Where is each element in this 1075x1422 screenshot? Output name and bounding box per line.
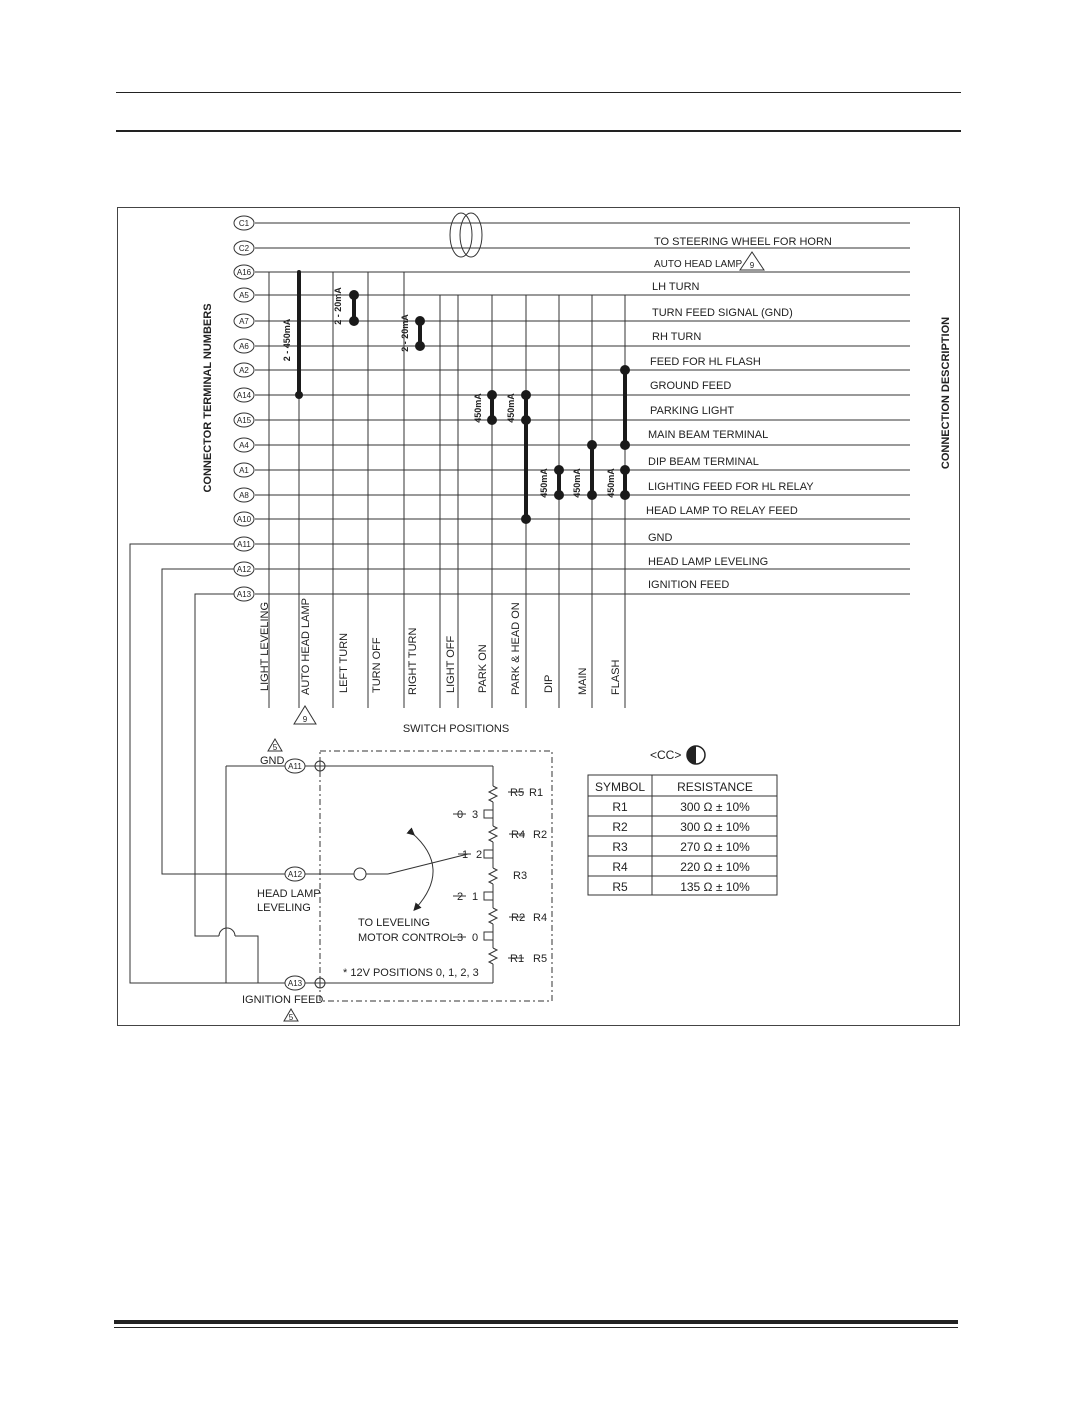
terminal-a4 — [234, 438, 254, 452]
leveling-terminal-a11 — [285, 759, 305, 773]
switch-position-label: LIGHT LEVELING — [259, 601, 271, 691]
terminal-a10 — [234, 512, 254, 526]
position-number: 0 — [472, 932, 479, 944]
table-cell: R2 — [612, 820, 628, 834]
terminal-label: A16 — [236, 268, 252, 277]
current-label: 2 - 20mA — [400, 314, 410, 352]
twisted-pair-symbol — [450, 213, 482, 257]
table-cell: R3 — [612, 840, 628, 854]
table-cell: 220 Ω ± 10% — [680, 860, 750, 874]
switch-position-label: DIP — [543, 674, 555, 693]
struck-position-number: 2 — [457, 891, 464, 903]
current-label: 450mA — [606, 468, 616, 498]
position-number: 1 — [472, 891, 479, 903]
resistor-label: R1 — [529, 787, 544, 799]
description-label: PARKING LIGHT — [650, 405, 735, 417]
terminal-label: A4 — [239, 441, 249, 450]
terminal-label: A7 — [239, 317, 249, 326]
head-lamp-leveling-label: LEVELING — [257, 902, 311, 914]
description-label: DIP BEAM TERMINAL — [648, 456, 759, 468]
footer-rule-thin — [114, 1327, 958, 1328]
terminal-label: A14 — [236, 391, 252, 400]
description-label: MAIN BEAM TERMINAL — [648, 429, 769, 441]
header-rule-bottom — [116, 130, 961, 132]
table-cell: 300 Ω ± 10% — [680, 800, 750, 814]
note-number: 9 — [302, 715, 308, 724]
table-cell: 135 Ω ± 10% — [680, 880, 750, 894]
switch-position-numbers — [453, 809, 482, 944]
description-label: GROUND FEED — [650, 380, 732, 392]
switch-position-label: AUTO HEAD LAMP — [300, 598, 312, 695]
switch-position-label: FLASH — [610, 659, 622, 695]
terminal-c1 — [234, 216, 254, 230]
terminal-label: A11 — [237, 540, 251, 549]
leveling-wiring — [130, 544, 497, 983]
cc-label: <CC> — [650, 748, 682, 762]
table-cell: R5 — [612, 880, 628, 894]
terminal-label: A15 — [236, 416, 252, 425]
description-label: LIGHTING FEED FOR HL RELAY — [648, 481, 814, 493]
head-lamp-leveling-label: HEAD LAMP — [257, 888, 321, 900]
terminal-label: A5 — [239, 291, 249, 300]
half-moon-icon — [687, 746, 705, 764]
gnd-label: GND — [260, 755, 285, 767]
switch-positions-title: SWITCH POSITIONS — [402, 723, 510, 735]
positions-note: * 12V POSITIONS 0, 1, 2, 3 — [343, 967, 479, 979]
description-label: HEAD LAMP LEVELING — [648, 556, 769, 568]
description-label: GND — [648, 532, 673, 544]
description-labels — [646, 236, 832, 591]
terminal-label: A13 — [236, 590, 252, 599]
footer-rule-thick — [114, 1320, 958, 1324]
current-label: 450mA — [572, 468, 582, 498]
current-label: 2 - 450mA — [282, 318, 292, 362]
current-label: 450mA — [506, 393, 516, 423]
resistor-label: R2 — [533, 829, 548, 841]
terminal-label: C2 — [238, 244, 250, 253]
terminal-a2 — [234, 363, 254, 377]
terminal-label: A13 — [287, 979, 303, 988]
terminal-a8 — [234, 488, 254, 502]
note-number: 5 — [288, 1013, 294, 1022]
terminal-a6 — [234, 339, 254, 353]
terminal-label: A10 — [236, 515, 252, 524]
resistor-labels — [508, 787, 547, 965]
note-number: 9 — [749, 261, 755, 270]
terminal-a5 — [234, 288, 254, 302]
terminal-a13 — [234, 587, 254, 601]
motor-control-label: TO LEVELING — [358, 917, 430, 929]
description-label: AUTO HEAD LAMP — [654, 259, 743, 270]
description-label: LH TURN — [652, 281, 700, 293]
resistor-label: R3 — [513, 870, 528, 882]
switch-position-label: PARK ON — [477, 644, 489, 693]
struck-resistor-label: R5 — [510, 787, 525, 799]
switch-position-label: MAIN — [577, 667, 589, 695]
struck-position-number: 0 — [457, 809, 464, 821]
header-rule-top — [116, 92, 961, 93]
struck-resistor-label: R2 — [511, 912, 526, 924]
terminal-a1 — [234, 463, 254, 477]
switch-position-label: RIGHT TURN — [407, 627, 419, 695]
switch-position-label: TURN OFF — [371, 637, 383, 693]
connector-terminal-numbers-title: CONNECTOR TERMINAL NUMBERS — [202, 303, 214, 493]
terminal-label: A12 — [287, 870, 303, 879]
table-header: SYMBOL — [594, 780, 646, 794]
table-header: RESISTANCE — [677, 780, 753, 794]
terminal-connectors — [234, 216, 254, 601]
wiring-diagram-frame — [117, 207, 960, 1026]
current-label: 2 - 20mA — [333, 287, 343, 325]
description-label: FEED FOR HL FLASH — [650, 356, 761, 368]
resistor-label: R4 — [533, 912, 548, 924]
wiring-diagram — [118, 208, 961, 1027]
position-number: 2 — [476, 849, 483, 861]
resistor-label: R5 — [533, 953, 548, 965]
connection-description-title: CONNECTION DESCRIPTION — [940, 316, 952, 470]
terminal-a15 — [234, 413, 254, 427]
switch-position-label: LIGHT OFF — [445, 635, 457, 693]
current-label: 450mA — [473, 393, 483, 423]
leveling-terminal-a13 — [285, 976, 305, 990]
terminal-c2 — [234, 241, 254, 255]
terminal-label: A2 — [239, 366, 249, 375]
struck-position-number: 3 — [457, 932, 464, 944]
terminal-label: A12 — [236, 565, 252, 574]
description-label: RH TURN — [652, 331, 702, 343]
terminal-a7 — [234, 314, 254, 328]
terminal-label: A11 — [288, 762, 302, 771]
struck-resistor-label: R1 — [510, 953, 525, 965]
leveling-terminal-a12 — [285, 867, 305, 881]
resistance-table — [588, 775, 777, 895]
terminal-a11 — [234, 537, 254, 551]
table-cell: R1 — [612, 800, 628, 814]
table-cell: 300 Ω ± 10% — [680, 820, 750, 834]
terminal-label: A1 — [239, 466, 249, 475]
ignition-feed-label: IGNITION FEED — [242, 994, 324, 1006]
struck-resistor-label: R4 — [511, 829, 526, 841]
switch-position-label: PARK & HEAD ON — [510, 602, 522, 695]
note-number: 5 — [272, 743, 278, 752]
terminal-a14 — [234, 388, 254, 402]
position-number: 3 — [472, 809, 479, 821]
terminal-a12 — [234, 562, 254, 576]
description-label: IGNITION FEED — [648, 579, 730, 591]
struck-position-number: 1 — [462, 849, 469, 861]
motor-control-label: MOTOR CONTROL — [358, 932, 456, 944]
terminal-a16 — [234, 265, 254, 279]
terminal-label: C1 — [238, 219, 250, 228]
table-cell: 270 Ω ± 10% — [680, 840, 750, 854]
description-label: HEAD LAMP TO RELAY FEED — [646, 505, 798, 517]
description-label: TO STEERING WHEEL FOR HORN — [654, 236, 832, 248]
description-label: TURN FEED SIGNAL (GND) — [652, 307, 793, 319]
current-label: 450mA — [539, 468, 549, 498]
terminal-label: A8 — [239, 491, 249, 500]
table-cell: R4 — [612, 860, 628, 874]
terminal-label: A6 — [239, 342, 249, 351]
switch-position-label: LEFT TURN — [338, 632, 350, 693]
